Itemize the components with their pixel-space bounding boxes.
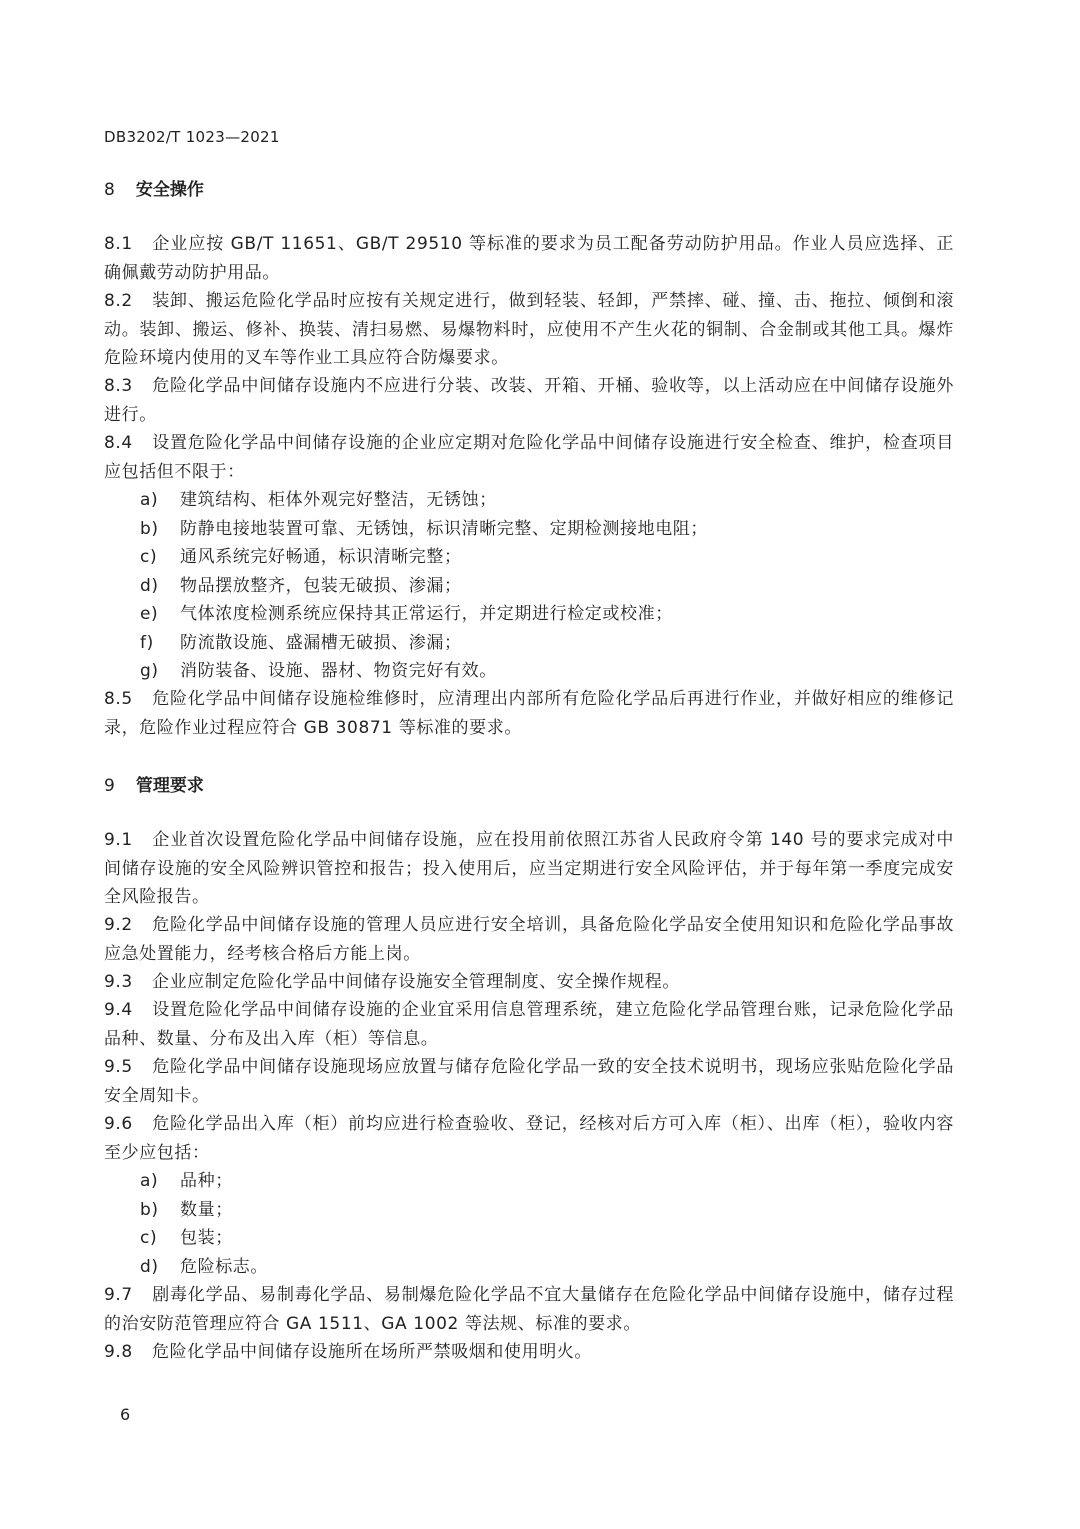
list-item: b) 数量； <box>140 1199 233 1220</box>
clause-9-4 <box>104 996 954 1053</box>
clause-number: 9.1 <box>104 830 133 850</box>
page-number: 6 <box>120 1405 131 1424</box>
clause-text: 企业应按 GB/T 11651、GB/T 29510 等标准的要求为员工配备劳动防护用品。作业人员应选择、正确佩戴劳动防护用品。 <box>104 234 954 283</box>
clause-text: 装卸、搬运危险化学品时应按有关规定进行，做到轻装、轻卸，严禁摔、碰、撞、击、拖拉、倾倒和滚动。装卸、搬运、修补、换装、清扫易燃、易爆物料时，应使用不产生火花的铜制、合金制或其他工具。爆炸危险环境内使用的叉车等作业工具应符合防爆要求。 <box>104 291 954 368</box>
clause-number: 9.5 <box>104 1057 133 1077</box>
clause-text: 危险化学品中间储存设施的管理人员应进行安全培训，具备危险化学品安全使用知识和危险化学品事故应急处置能力，经考核合格后方能上岗。 <box>104 915 954 964</box>
clause-number: 9.8 <box>104 1342 133 1362</box>
clause-8-1 <box>104 230 954 287</box>
clause-9-2 <box>104 911 954 968</box>
clause-number: 9.4 <box>104 1000 133 1020</box>
list-item: c) 通风系统完好畅通，标识清晰完整； <box>140 547 462 567</box>
clause-text: 设置危险化学品中间储存设施的企业宜采用信息管理系统，建立危险化学品管理台账，记录危险化学品品种、数量、分布及出入库（柜）等信息。 <box>104 1000 954 1049</box>
clause-8-3 <box>104 372 954 429</box>
list-item: a) 建筑结构、柜体外观完好整洁，无锈蚀； <box>140 490 497 510</box>
list-item: b) 防静电接地装置可靠、无锈蚀，标识清晰完整、定期检测接地电阻； <box>140 518 708 539</box>
section-title: 管理要求 <box>135 776 204 796</box>
clause-number: 9.2 <box>104 915 133 935</box>
section-title: 安全操作 <box>135 180 204 200</box>
list-item: f) 防流散设施、盛漏槽无破损、渗漏； <box>140 632 462 653</box>
clause-9-3 <box>104 968 954 997</box>
clause-number: 9.7 <box>104 1285 133 1305</box>
clause-text: 设置危险化学品中间储存设施的企业应定期对危险化学品中间储存设施进行安全检查、维护，检查项目应包括但不限于： <box>104 433 954 482</box>
clause-text: 危险化学品中间储存设施内不应进行分装、改装、开箱、开桶、验收等，以上活动应在中间储存设施外进行。 <box>104 376 954 425</box>
clause-8-4 <box>104 429 954 486</box>
clause-text: 危险化学品中间储存设施检维修时，应清理出内部所有危险化学品后再进行作业，并做好相应的维修记录，危险作业过程应符合 GB 30871 等标准的要求。 <box>104 689 954 738</box>
clause-9-6-items <box>140 1167 268 1281</box>
clause-9-7 <box>104 1281 954 1338</box>
clause-8-4-items <box>140 486 708 686</box>
clause-number: 9.3 <box>104 972 133 992</box>
clause-9-5 <box>104 1053 954 1110</box>
list-item: d) 危险标志。 <box>140 1256 268 1277</box>
clause-8-2 <box>104 287 954 373</box>
clause-number: 9.6 <box>104 1114 133 1134</box>
list-item: d) 物品摆放整齐，包装无破损、渗漏； <box>140 575 462 596</box>
list-item: a) 品种； <box>140 1171 233 1191</box>
section-9-heading <box>104 771 204 796</box>
clause-9-6 <box>104 1110 954 1167</box>
clause-text: 危险化学品出入库（柜）前均应进行检查验收、登记，经核对后方可入库（柜）、出库（柜），验收内容至少应包括： <box>104 1114 954 1163</box>
section-number: 9 <box>104 776 115 796</box>
section-8-heading <box>104 175 204 200</box>
clause-text: 剧毒化学品、易制毒化学品、易制爆危险化学品不宜大量储存在危险化学品中间储存设施中，储存过程的治安防范管理应符合 GA 1511、GA 1002 等法规、标准的要求。 <box>104 1285 954 1334</box>
clause-9-1 <box>104 826 954 912</box>
list-item: e) 气体浓度检测系统应保持其正常运行，并定期进行检定或校准； <box>140 604 673 624</box>
clause-text: 危险化学品中间储存设施现场应放置与储存危险化学品一致的安全技术说明书，现场应张贴危险化学品安全周知卡。 <box>104 1057 954 1106</box>
document-code: DB3202/T 1023—2021 <box>104 128 280 146</box>
list-item: g) 消防装备、设施、器材、物资完好有效。 <box>140 661 497 681</box>
clause-number: 8.5 <box>104 689 133 709</box>
clause-number: 8.1 <box>104 234 133 254</box>
clause-text: 危险化学品中间储存设施所在场所严禁吸烟和使用明火。 <box>152 1342 592 1362</box>
clause-number: 8.4 <box>104 433 133 453</box>
clause-number: 8.2 <box>104 291 133 311</box>
clause-9-8 <box>104 1338 954 1367</box>
list-item: c) 包装； <box>140 1228 233 1248</box>
clause-text: 企业应制定危险化学品中间储存设施安全管理制度、安全操作规程。 <box>152 972 680 992</box>
clause-text: 企业首次设置危险化学品中间储存设施，应在投用前依照江苏省人民政府令第 140 号的要求完成对中间储存设施的安全风险辨识管控和报告；投入使用后，应当定期进行安全风险评估，并于每年第一季度完成安全风险报告。 <box>104 830 954 907</box>
clause-8-5 <box>104 685 954 742</box>
clause-number: 8.3 <box>104 376 133 396</box>
section-number: 8 <box>104 180 115 200</box>
